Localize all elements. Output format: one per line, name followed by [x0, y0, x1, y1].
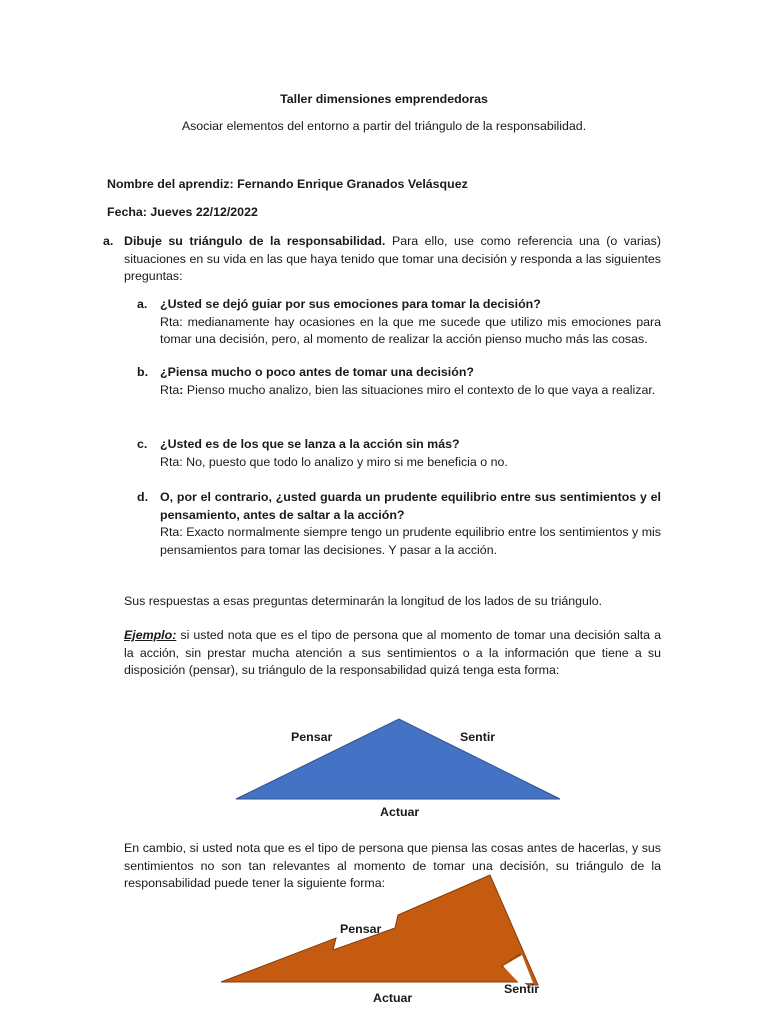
- label-pensar: Pensar: [340, 922, 382, 936]
- answer-text: Rta: Exacto normalmente siempre tengo un prudente equilibrio entre los sentimientos y mis pensamientos para tomar las decisiones. Y pasar a la acción.: [160, 525, 661, 557]
- example-label: Ejemplo:: [124, 628, 177, 642]
- document-subtitle: Asociar elementos del entorno a partir del triángulo de la responsabilidad.: [181, 119, 587, 133]
- section-a-text: Para ello, use como referencia una (o varias) situaciones en su vida en las que haya tenido que tomar una decisión y responda a las siguientes preguntas:: [124, 234, 661, 283]
- question-marker: c.: [137, 437, 148, 451]
- document-title: Taller dimensiones emprendedoras: [280, 92, 488, 106]
- label-actuar: Actuar: [380, 805, 420, 819]
- label-sentir: Sentir: [504, 982, 540, 996]
- question-text: O, por el contrario, ¿usted guarda un prudente equilibrio entre sus sentimientos y el pensamiento, antes de saltar a la acción?: [160, 490, 661, 522]
- answer-colon: :: [179, 382, 184, 397]
- question-text: ¿Usted es de los que se lanza a la acción sin más?: [160, 437, 460, 451]
- student-name: Nombre del aprendiz: Fernando Enrique Granados Velásquez: [107, 177, 468, 191]
- answer-text: Rta: No, puesto que todo lo analizo y miro si me beneficia o no.: [160, 454, 508, 469]
- label-pensar: Pensar: [291, 730, 333, 744]
- answer-prefix: Rta: [160, 382, 180, 397]
- answer-text: Rta: medianamente hay ocasiones en la que me sucede que utilizo mis emociones para tomar una decisión, pero, al momento de realizar la acción pienso mucho más las cosas.: [160, 314, 661, 346]
- label-actuar: Actuar: [373, 991, 413, 1005]
- question-marker: b.: [137, 365, 149, 379]
- responses-note: Sus respuestas a esas preguntas determinarán la longitud de los lados de su triángulo.: [124, 594, 603, 608]
- section-marker: a.: [103, 234, 114, 248]
- date: Fecha: Jueves 22/12/2022: [107, 205, 258, 219]
- example-text: si usted nota que es el tipo de persona que al momento de tomar una decisión salta a la acción, sin prestar mucha atención a sus sentimientos o a la información que tiene a su disposición (pensar), su triángulo de la responsabilidad quizá tenga esta forma:: [124, 628, 661, 677]
- triangle-blue: [236, 719, 560, 799]
- section-a-heading: Dibuje su triángulo de la responsabilidad.: [124, 234, 386, 248]
- answer-text: Pienso mucho analizo, bien las situaciones miro el contexto de lo que vaya a realizar.: [186, 382, 656, 397]
- contrast-paragraph: En cambio, si usted nota que es el tipo de persona que piensa las cosas antes de hacerlas, y sus sentimientos no son tan relevantes al momento de tomar una decisión, su triángulo de la responsabilidad puede tener la siguiente forma:: [124, 841, 661, 890]
- question-text: ¿Usted se dejó guiar por sus emociones para tomar la decisión?: [160, 297, 541, 311]
- question-text: ¿Piensa mucho o poco antes de tomar una decisión?: [160, 365, 474, 379]
- label-sentir: Sentir: [460, 730, 496, 744]
- question-marker: d.: [137, 490, 149, 504]
- question-marker: a.: [137, 297, 148, 311]
